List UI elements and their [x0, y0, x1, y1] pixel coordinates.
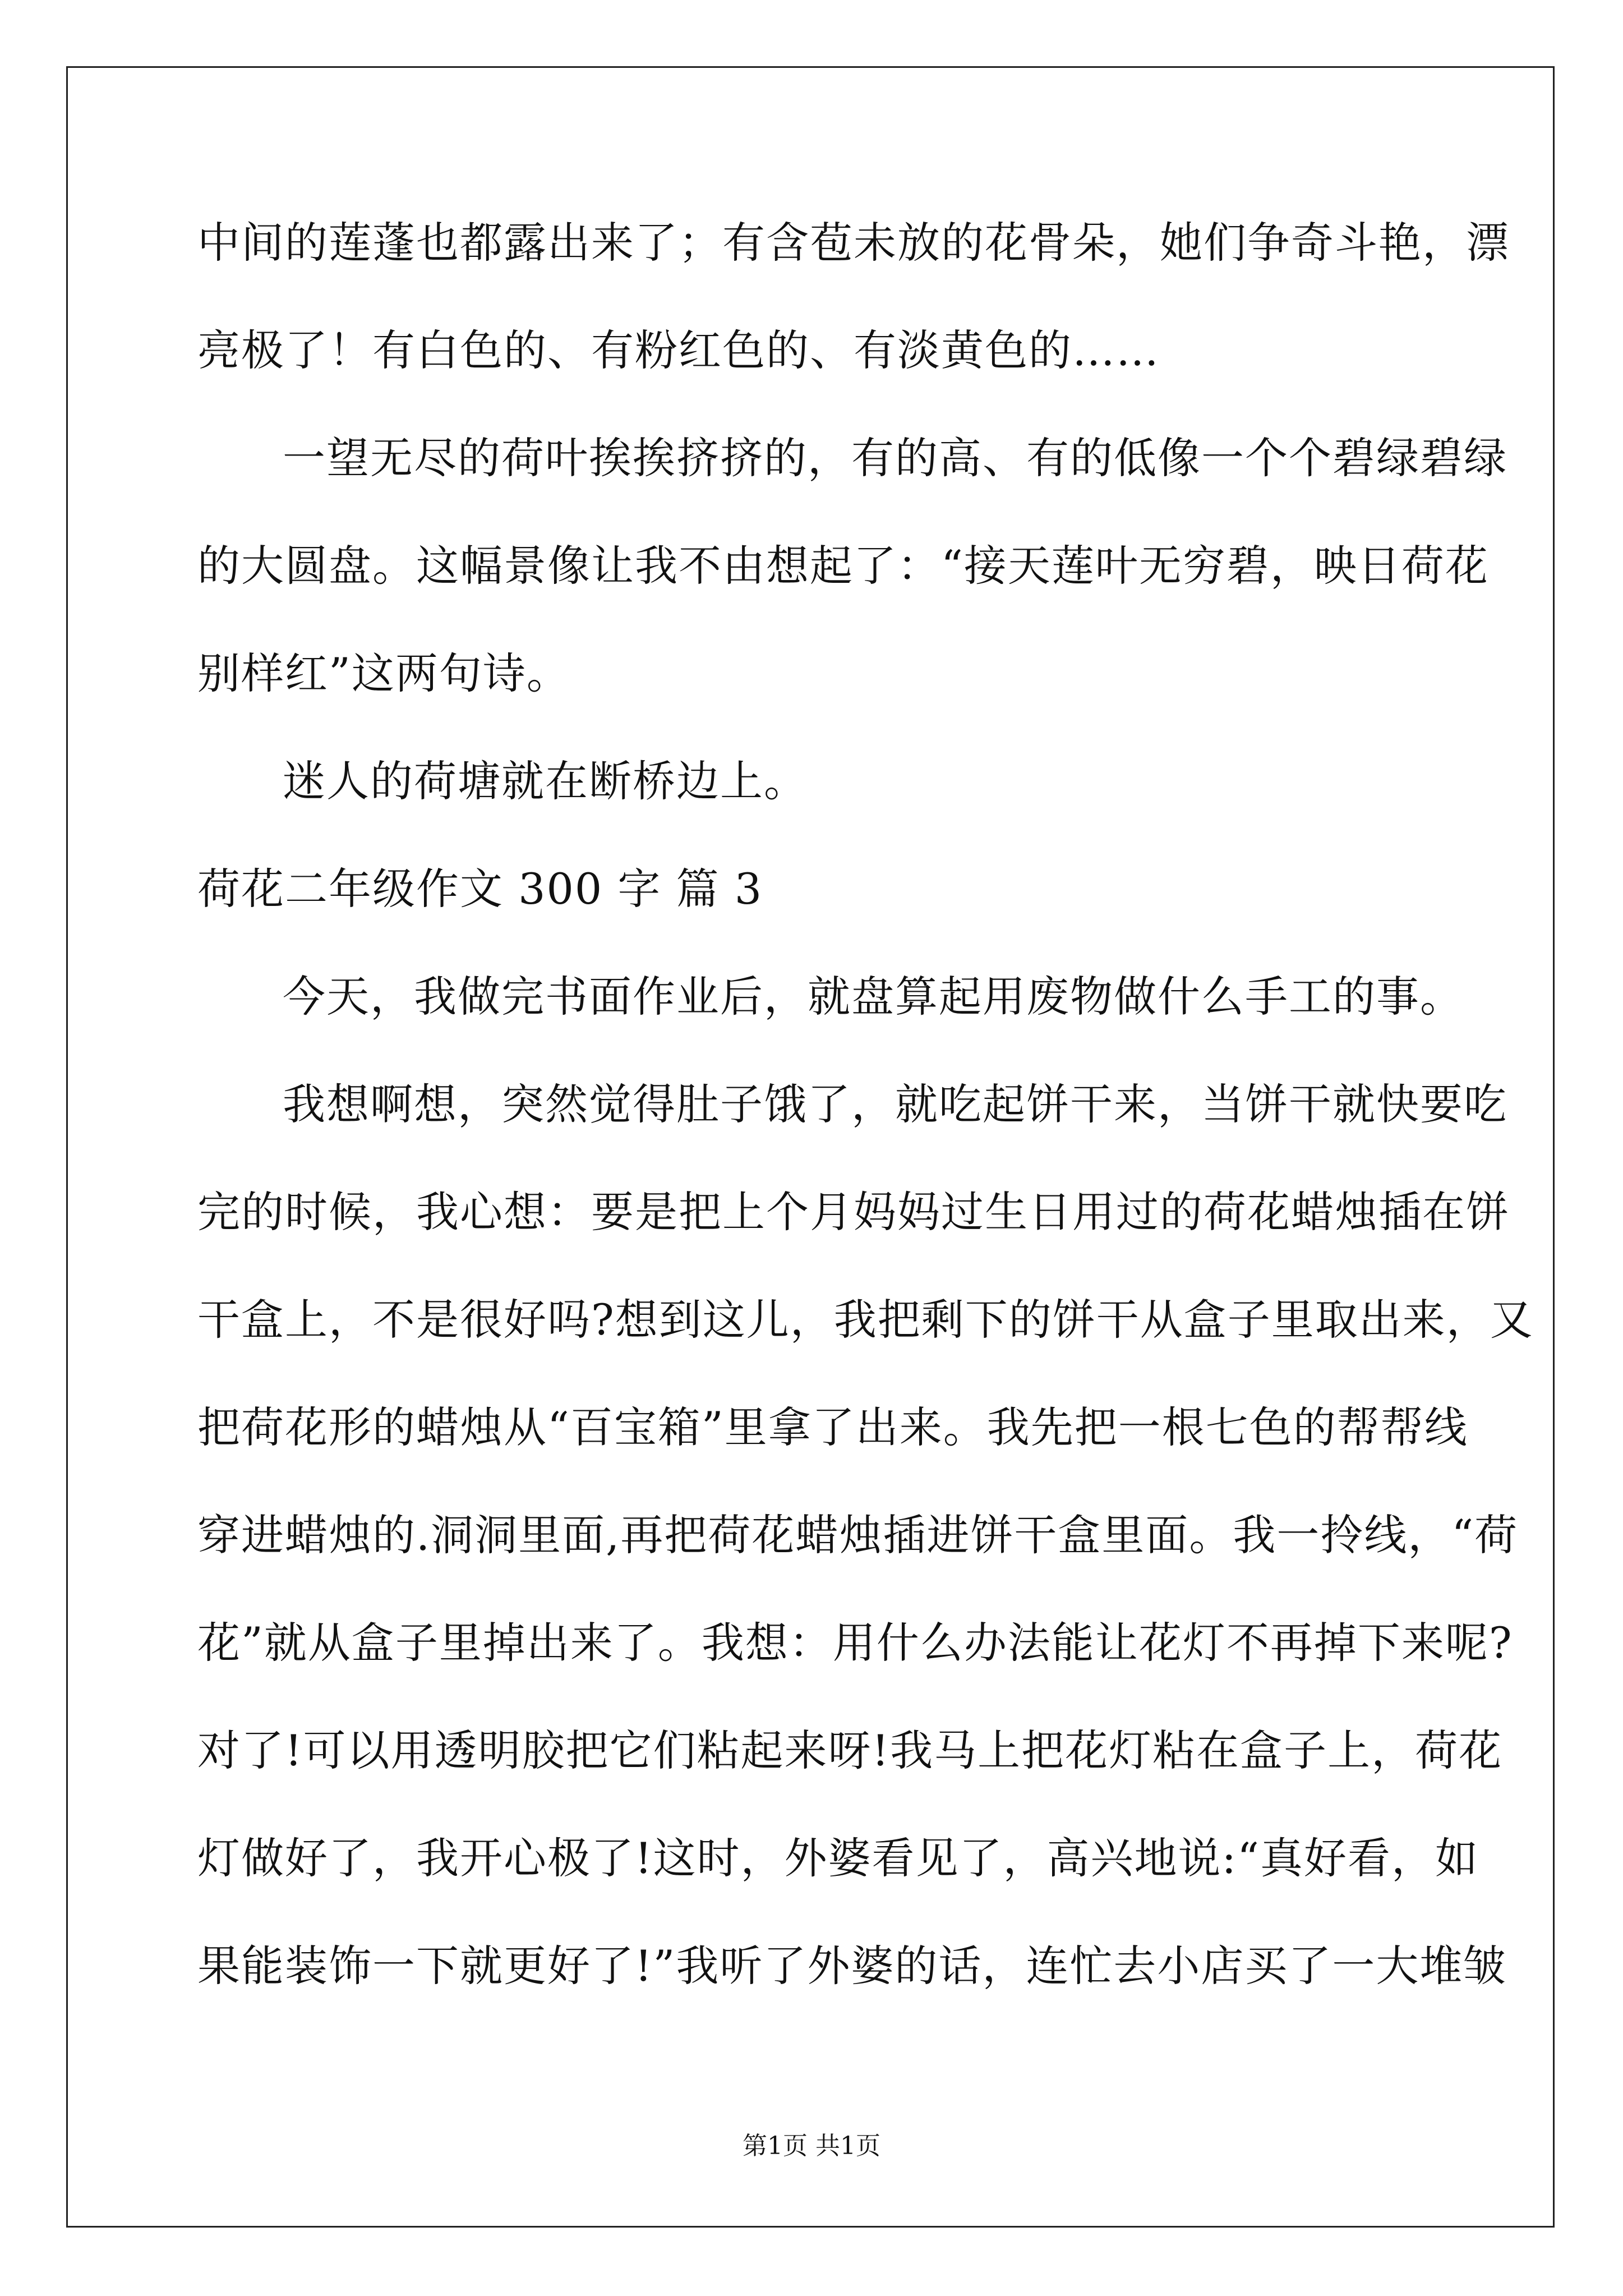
paragraph-start-line: 我想啊想，突然觉得肚子饿了，就吃起饼干来，当饼干就快要吃: [283, 1079, 1507, 1129]
text-line: 亮极了！有白色的、有粉红色的、有淡黄色的……: [197, 325, 1160, 375]
text-line: 干盒上，不是很好吗?想到这儿，我把剩下的饼干从盒子里取出来，又: [197, 1295, 1534, 1345]
paragraph-start-line: 一望无尽的荷叶挨挨挤挤的，有的高、有的低像一个个碧绿碧绿: [283, 433, 1507, 483]
text-line: 果能装饰一下就更好了!”我听了外婆的话，连忙去小店买了一大堆皱: [197, 1941, 1507, 1991]
page-border: [66, 66, 1555, 2228]
paragraph-start-line: 迷人的荷塘就在断桥边上。: [283, 756, 808, 806]
text-line: 把荷花形的蜡烛从“百宝箱”里拿了出来。我先把一根七色的帮帮线: [197, 1402, 1468, 1452]
section-heading: 荷花二年级作文 300 字 篇 3: [197, 864, 763, 914]
text-line: 穿进蜡烛的.洞洞里面,再把荷花蜡烛插进饼干盒里面。我一拎线，“荷: [197, 1510, 1519, 1560]
text-line: 中间的莲蓬也都露出来了；有含苞未放的花骨朵，她们争奇斗艳，漂: [197, 218, 1510, 268]
text-line: 灯做好了，我开心极了!这时，外婆看见了，高兴地说:“真好看，如: [197, 1833, 1479, 1883]
text-line: 别样红”这两句诗。: [197, 648, 570, 698]
text-line: 的大圆盘。这幅景像让我不由想起了：“接天莲叶无穷碧，映日荷花: [197, 541, 1489, 591]
paragraph-start-line: 今天，我做完书面作业后，就盘算起用废物做什么手工的事。: [283, 972, 1464, 1022]
text-line: 完的时候，我心想：要是把上个月妈妈过生日用过的荷花蜡烛插在饼: [197, 1187, 1510, 1237]
text-line: 花”就从盒子里掉出来了。我想：用什么办法能让花灯不再掉下来呢?: [197, 1618, 1513, 1668]
page-number-footer: 第1页 共1页: [743, 2132, 880, 2160]
text-line: 对了!可以用透明胶把它们粘起来呀!我马上把花灯粘在盒子上，荷花: [197, 1726, 1503, 1775]
